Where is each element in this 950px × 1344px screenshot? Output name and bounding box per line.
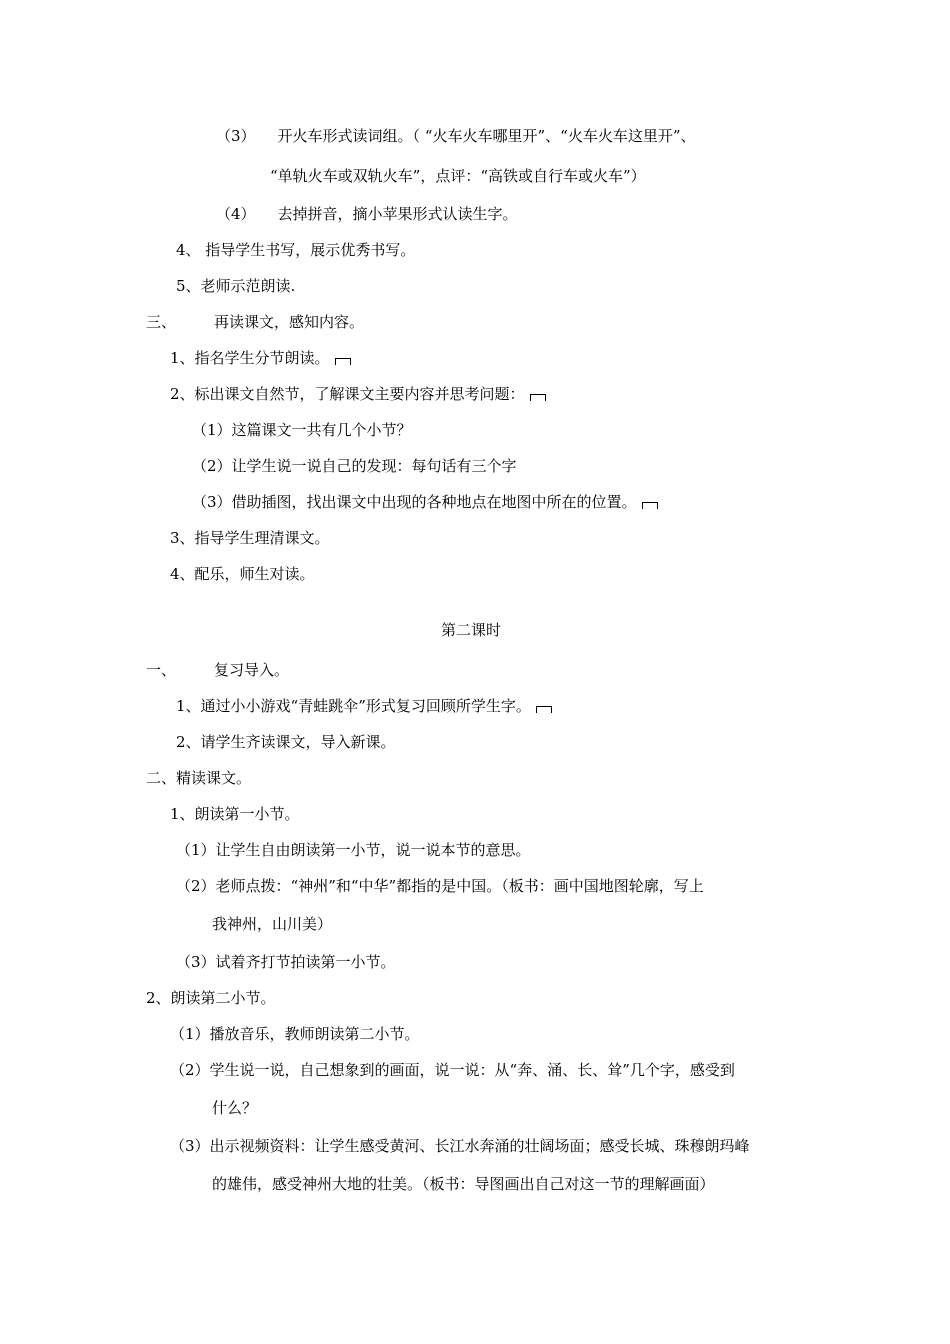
text-line xyxy=(192,492,658,512)
section-number: 一、 xyxy=(146,661,177,679)
line-text: （3）出示视频资料：让学生感受黄河、长江水奔涌的壮阔场面；感受长城、珠穆朗玛峰 xyxy=(170,1137,750,1155)
line-text: 2、朗读第二小节。 xyxy=(146,989,276,1007)
text-line xyxy=(270,166,646,186)
text-line xyxy=(176,732,396,752)
line-text: 5、老师示范朗读. xyxy=(176,277,296,295)
text-line xyxy=(170,564,315,584)
line-text: 3、指导学生理清课文。 xyxy=(170,529,330,547)
item-number: （3） xyxy=(216,127,256,145)
text-line xyxy=(146,988,276,1008)
line-text: 第二课时 xyxy=(441,621,502,639)
line-text: （2）让学生说一说自己的发现：每句话有三个字 xyxy=(192,457,517,475)
line-text: 4、 指导学生书写，展示优秀书写。 xyxy=(176,241,416,259)
text-line xyxy=(192,456,517,476)
text-line xyxy=(176,696,552,716)
text-line xyxy=(212,1098,257,1118)
lesson-heading xyxy=(441,620,501,640)
line-text: 2、请学生齐读课文，导入新课。 xyxy=(176,733,396,751)
line-text: （1）让学生自由朗读第一小节，说一说本节的意思。 xyxy=(176,841,531,859)
section-heading xyxy=(146,660,289,680)
annotation-mark-icon xyxy=(642,502,658,509)
text-line xyxy=(212,1174,715,1194)
line-text: 我神州，山川美） xyxy=(212,915,333,933)
text-line xyxy=(170,384,546,404)
line-text: 2、标出课文自然节，了解课文主要内容并思考问题： xyxy=(170,385,525,403)
text-line xyxy=(170,348,351,368)
text-line xyxy=(176,952,396,972)
line-text: 什么？ xyxy=(212,1099,258,1117)
line-text: 开火车形式读词组。（ “火车火车哪里开”、“火车火车这里开”、 xyxy=(277,127,696,145)
text-line xyxy=(216,126,696,146)
line-text: 的雄伟，感受神州大地的壮美。（板书：导图画出自己对这一节的理解画面） xyxy=(212,1175,715,1193)
text-line xyxy=(176,876,704,896)
line-text: 再读课文，感知内容。 xyxy=(214,313,365,331)
line-text: 去掉拼音，摘小苹果形式认读生字。 xyxy=(277,205,518,223)
line-text: （1）播放音乐，教师朗读第二小节。 xyxy=(170,1025,420,1043)
line-text: 4、配乐，师生对读。 xyxy=(170,565,315,583)
text-line xyxy=(170,528,330,548)
line-text: （3）试着齐打节拍读第一小节。 xyxy=(176,953,396,971)
text-line xyxy=(170,1060,735,1080)
line-text: （1）这篇课文一共有几个小节？ xyxy=(192,421,412,439)
section-heading xyxy=(146,312,364,332)
section-number: 三、 xyxy=(146,313,177,331)
line-text: 二、精读课文。 xyxy=(146,769,252,787)
line-text: 1、指名学生分节朗读。 xyxy=(170,349,330,367)
text-line xyxy=(176,276,295,296)
line-text: 复习导入。 xyxy=(214,661,290,679)
text-line xyxy=(170,804,300,824)
line-text: （2）学生说一说，自己想象到的画面，说一说：从“奔、涌、长、耸”几个字，感受到 xyxy=(170,1061,735,1079)
line-text: （3）借助插图，找出课文中出现的各种地点在地图中所在的位置。 xyxy=(192,493,637,511)
item-number: （4） xyxy=(216,205,256,223)
annotation-mark-icon xyxy=(536,706,552,713)
line-text: 1、朗读第一小节。 xyxy=(170,805,300,823)
text-line xyxy=(170,1024,420,1044)
text-line xyxy=(170,1136,750,1156)
line-text: “单轨火车或双轨火车”，点评：“高铁或自行车或火车”） xyxy=(270,167,646,185)
line-text: 1、通过小小游戏“青蛙跳伞”形式复习回顾所学生字。 xyxy=(176,697,531,715)
section-heading xyxy=(146,768,251,788)
text-line xyxy=(216,204,518,224)
text-line xyxy=(176,240,415,260)
text-line xyxy=(212,914,332,934)
text-line xyxy=(176,840,531,860)
annotation-mark-icon xyxy=(530,394,546,401)
text-line xyxy=(192,420,412,440)
annotation-mark-icon xyxy=(335,358,351,365)
line-text: （2）老师点拨：“神州”和“中华”都指的是中国。（板书：画中国地图轮廓，写上 xyxy=(176,877,704,895)
